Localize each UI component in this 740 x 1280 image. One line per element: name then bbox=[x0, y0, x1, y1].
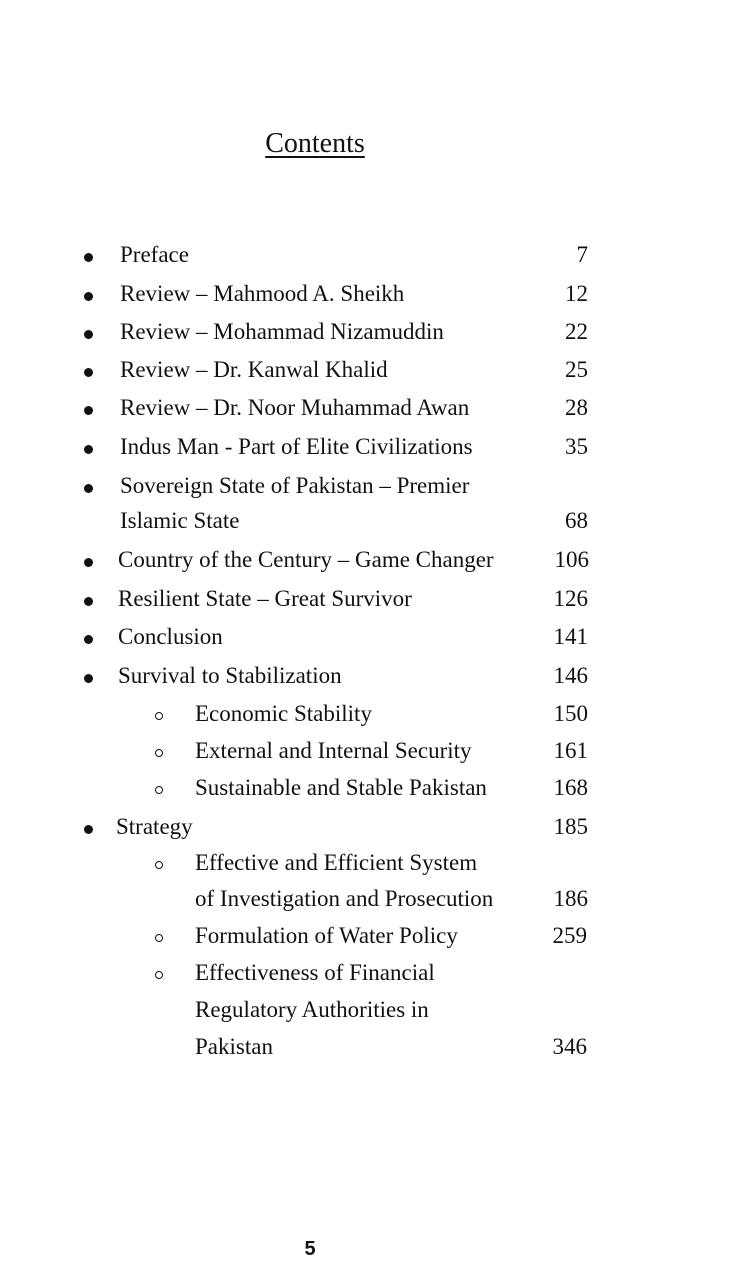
bullet-icon bbox=[84, 597, 93, 606]
toc-page-number: 7 bbox=[576, 242, 588, 267]
toc-subentry-economic-stability bbox=[0, 701, 740, 739]
toc-subentry-financial-authorities-cont2 bbox=[0, 1034, 740, 1072]
toc-subentry-investigation-cont bbox=[0, 886, 740, 924]
bullet-icon bbox=[84, 368, 93, 377]
circle-bullet-icon bbox=[155, 934, 163, 942]
toc-entry-title: Review – Mohammad Nizamuddin bbox=[120, 319, 444, 344]
toc-entry-title-continued: of Investigation and Prosecution bbox=[195, 886, 494, 911]
toc-page-number: 12 bbox=[565, 281, 588, 306]
toc-entry-title: Indus Man - Part of Elite Civilizations bbox=[120, 434, 473, 459]
toc-page-number: 141 bbox=[553, 624, 588, 649]
toc-page-number: 68 bbox=[565, 508, 588, 533]
toc-page-number: 106 bbox=[554, 547, 589, 572]
toc-page-number: 185 bbox=[553, 814, 588, 839]
bullet-icon bbox=[84, 484, 93, 493]
toc-entry-title-continued: Regulatory Authorities in bbox=[195, 997, 429, 1022]
toc-entry-title: Survival to Stabilization bbox=[118, 663, 342, 688]
toc-page-number: 168 bbox=[553, 775, 588, 800]
bullet-icon bbox=[84, 558, 93, 567]
toc-entry-title-continued: Islamic State bbox=[120, 508, 240, 533]
toc-page-number: 28 bbox=[565, 395, 588, 420]
toc-page-number: 22 bbox=[565, 319, 588, 344]
toc-entry-title: Effectiveness of Financial bbox=[195, 960, 435, 985]
toc-page-number: 259 bbox=[552, 923, 587, 948]
toc-entry-review-awan bbox=[0, 395, 740, 433]
toc-entry-title: External and Internal Security bbox=[195, 738, 472, 763]
circle-bullet-icon bbox=[155, 712, 163, 720]
toc-page-number: 126 bbox=[553, 586, 588, 611]
toc-subentry-investigation bbox=[0, 850, 740, 888]
bullet-icon bbox=[84, 445, 93, 454]
toc-entry-title: Resilient State – Great Survivor bbox=[118, 586, 412, 611]
toc-entry-strategy bbox=[0, 814, 740, 852]
toc-page-number: 35 bbox=[565, 434, 588, 459]
bullet-icon bbox=[84, 674, 93, 683]
toc-entry-sovereign-state-cont bbox=[0, 508, 740, 546]
toc-entry-review-nizamuddin bbox=[0, 319, 740, 357]
toc-entry-title: Conclusion bbox=[118, 624, 223, 649]
toc-entry-preface bbox=[0, 242, 740, 280]
page-number-footer: 5 bbox=[304, 1238, 316, 1260]
toc-entry-title: Review – Mahmood A. Sheikh bbox=[120, 281, 405, 306]
toc-entry-title: Sustainable and Stable Pakistan bbox=[195, 775, 487, 800]
toc-subentry-financial-authorities bbox=[0, 960, 740, 998]
toc-entry-title: Formulation of Water Policy bbox=[195, 923, 458, 948]
circle-bullet-icon bbox=[155, 861, 163, 869]
page-title: Contents bbox=[265, 128, 365, 159]
toc-entry-title: Sovereign State of Pakistan – Premier bbox=[120, 473, 470, 498]
toc-entry-conclusion bbox=[0, 624, 740, 662]
toc-entry-title: Effective and Efficient System bbox=[195, 850, 478, 875]
toc-page-number: 146 bbox=[553, 663, 588, 688]
toc-subentry-sustainable-pakistan bbox=[0, 775, 740, 813]
toc-entry-title: Strategy bbox=[116, 814, 193, 839]
toc-page-number: 150 bbox=[553, 701, 588, 726]
bullet-icon bbox=[84, 330, 93, 339]
toc-page-number: 186 bbox=[553, 886, 588, 911]
toc-entry-country-of-century bbox=[0, 547, 740, 585]
toc-subentry-water-policy bbox=[0, 923, 740, 961]
bullet-icon bbox=[84, 292, 93, 301]
toc-subentry-security bbox=[0, 738, 740, 776]
toc-page-number: 25 bbox=[565, 357, 588, 382]
circle-bullet-icon bbox=[155, 971, 163, 979]
toc-entry-title-continued: Pakistan bbox=[195, 1034, 273, 1059]
toc-subentry-financial-authorities-cont bbox=[0, 997, 740, 1035]
toc-page-number: 161 bbox=[553, 738, 588, 763]
toc-entry-survival bbox=[0, 663, 740, 701]
toc-entry-review-khalid bbox=[0, 357, 740, 395]
bullet-icon bbox=[84, 635, 93, 644]
toc-page-number: 346 bbox=[552, 1034, 587, 1059]
toc-entry-resilient-state bbox=[0, 586, 740, 624]
toc-entry-review-sheikh bbox=[0, 281, 740, 319]
toc-entry-title: Country of the Century – Game Changer bbox=[118, 547, 494, 572]
toc-entry-sovereign-state bbox=[0, 473, 740, 511]
circle-bullet-icon bbox=[155, 786, 163, 794]
toc-entry-title: Preface bbox=[120, 242, 189, 267]
toc-entry-title: Economic Stability bbox=[195, 701, 372, 726]
toc-entry-title: Review – Dr. Noor Muhammad Awan bbox=[120, 395, 470, 420]
bullet-icon bbox=[84, 253, 93, 262]
toc-entry-title: Review – Dr. Kanwal Khalid bbox=[120, 357, 388, 382]
toc-entry-indus-man bbox=[0, 434, 740, 472]
circle-bullet-icon bbox=[155, 749, 163, 757]
bullet-icon bbox=[84, 406, 93, 415]
bullet-icon bbox=[84, 825, 93, 834]
